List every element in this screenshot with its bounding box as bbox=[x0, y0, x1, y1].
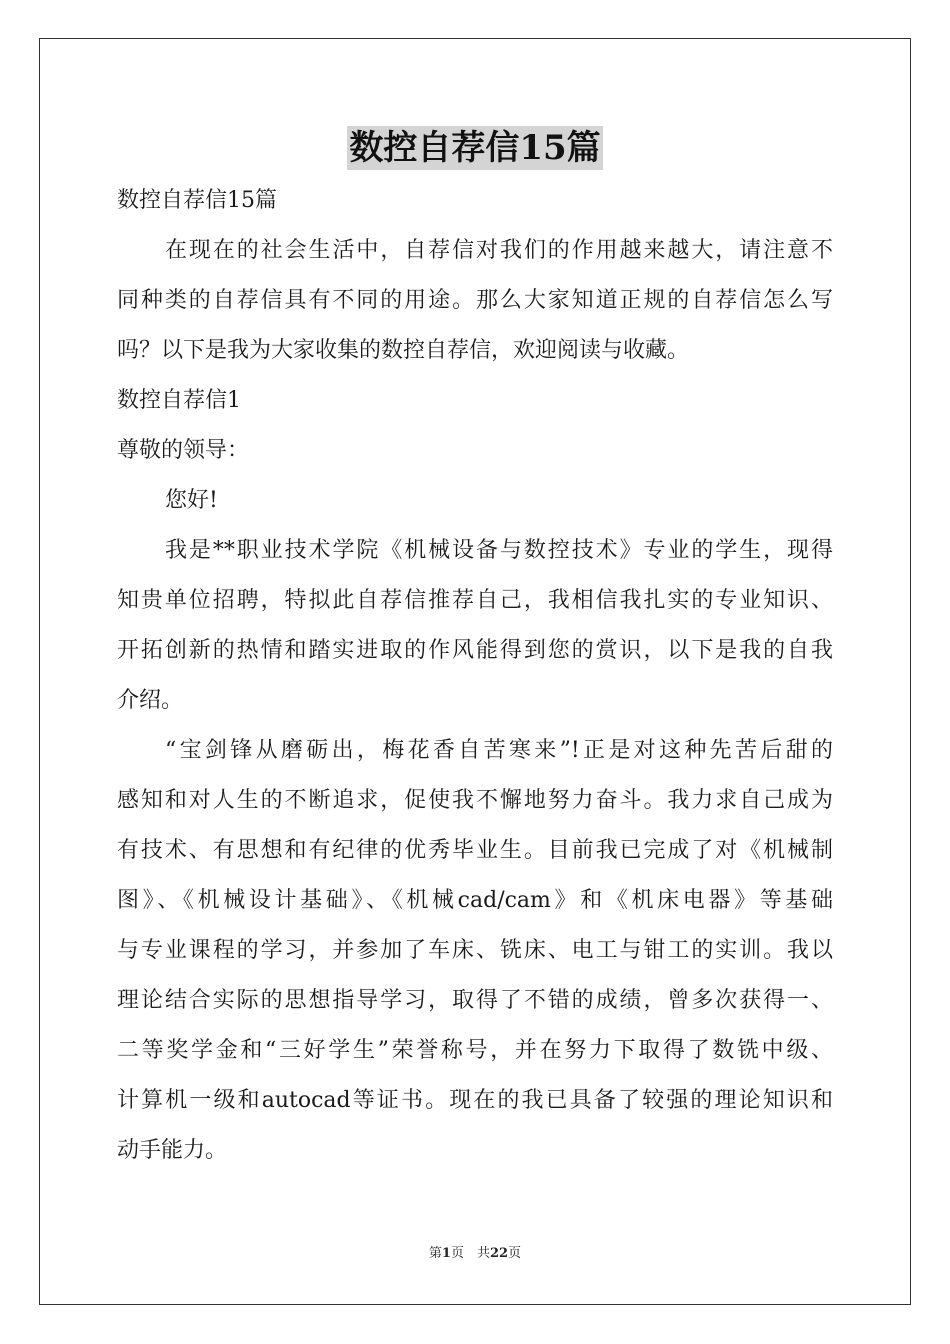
intro-paragraph-line: 在现在的社会生活中，自荐信对我们的作用越来越大，请注意不 bbox=[165, 238, 833, 263]
page-footer bbox=[0, 1244, 950, 1264]
body-paragraph-line: 介绍。 bbox=[117, 688, 184, 713]
body-paragraph-line: 开拓创新的热情和踏实进取的作风能得到您的赏识，以下是我的自我 bbox=[117, 638, 833, 663]
document-title: 数控自荐信15篇 bbox=[349, 128, 601, 168]
title-container bbox=[0, 126, 950, 170]
page-prefix: 第 bbox=[428, 1246, 442, 1261]
body-paragraph-line: 理论结合实际的思想指导学习，取得了不错的成绩，曾多次获得一、 bbox=[117, 988, 833, 1013]
body-paragraph-line: 计算机一级和autocad等证书。现在的我已具备了较强的理论知识和 bbox=[117, 1088, 833, 1113]
subtitle-line: 数控自荐信15篇 bbox=[117, 188, 277, 213]
page-mid: 页 共 bbox=[450, 1246, 490, 1261]
salutation: 尊敬的领导： bbox=[117, 438, 250, 463]
greeting: 您好! bbox=[165, 488, 218, 513]
body-paragraph-line: 二等奖学金和“三好学生”荣誉称号，并在努力下取得了数铣中级、 bbox=[117, 1038, 833, 1063]
page-suffix: 页 bbox=[508, 1246, 522, 1261]
body-paragraph-line: 我是**职业技术学院《机械设备与数控技术》专业的学生，现得 bbox=[165, 538, 833, 563]
body-paragraph-line: 有技术、有思想和有纪律的优秀毕业生。目前我已完成了对《机械制 bbox=[117, 838, 833, 863]
body-paragraph-line: 动手能力。 bbox=[117, 1138, 228, 1163]
document-body bbox=[117, 176, 833, 1176]
section-heading: 数控自荐信1 bbox=[117, 388, 241, 413]
body-paragraph-line: 图》、《机械设计基础》、《机械cad/cam》和《机床电器》等基础 bbox=[117, 888, 833, 913]
body-paragraph-line: “宝剑锋从磨砺出，梅花香自苦寒来”!正是对这种先苦后甜的 bbox=[165, 738, 833, 763]
intro-paragraph-line: 同种类的自荐信具有不同的用途。那么大家知道正规的自荐信怎么写 bbox=[117, 288, 833, 313]
body-paragraph-line: 感知和对人生的不断追求，促使我不懈地努力奋斗。我力求自己成为 bbox=[117, 788, 833, 813]
current-page-number: 1 bbox=[441, 1246, 451, 1261]
intro-paragraph-line: 吗？以下是我为大家收集的数控自荐信，欢迎阅读与收藏。 bbox=[117, 338, 690, 363]
body-paragraph-line: 与专业课程的学习，并参加了车床、铣床、电工与钳工的实训。我以 bbox=[117, 938, 833, 963]
body-paragraph-line: 知贵单位招聘，特拟此自荐信推荐自己，我相信我扎实的专业知识、 bbox=[117, 588, 833, 613]
total-page-count: 22 bbox=[489, 1246, 509, 1261]
